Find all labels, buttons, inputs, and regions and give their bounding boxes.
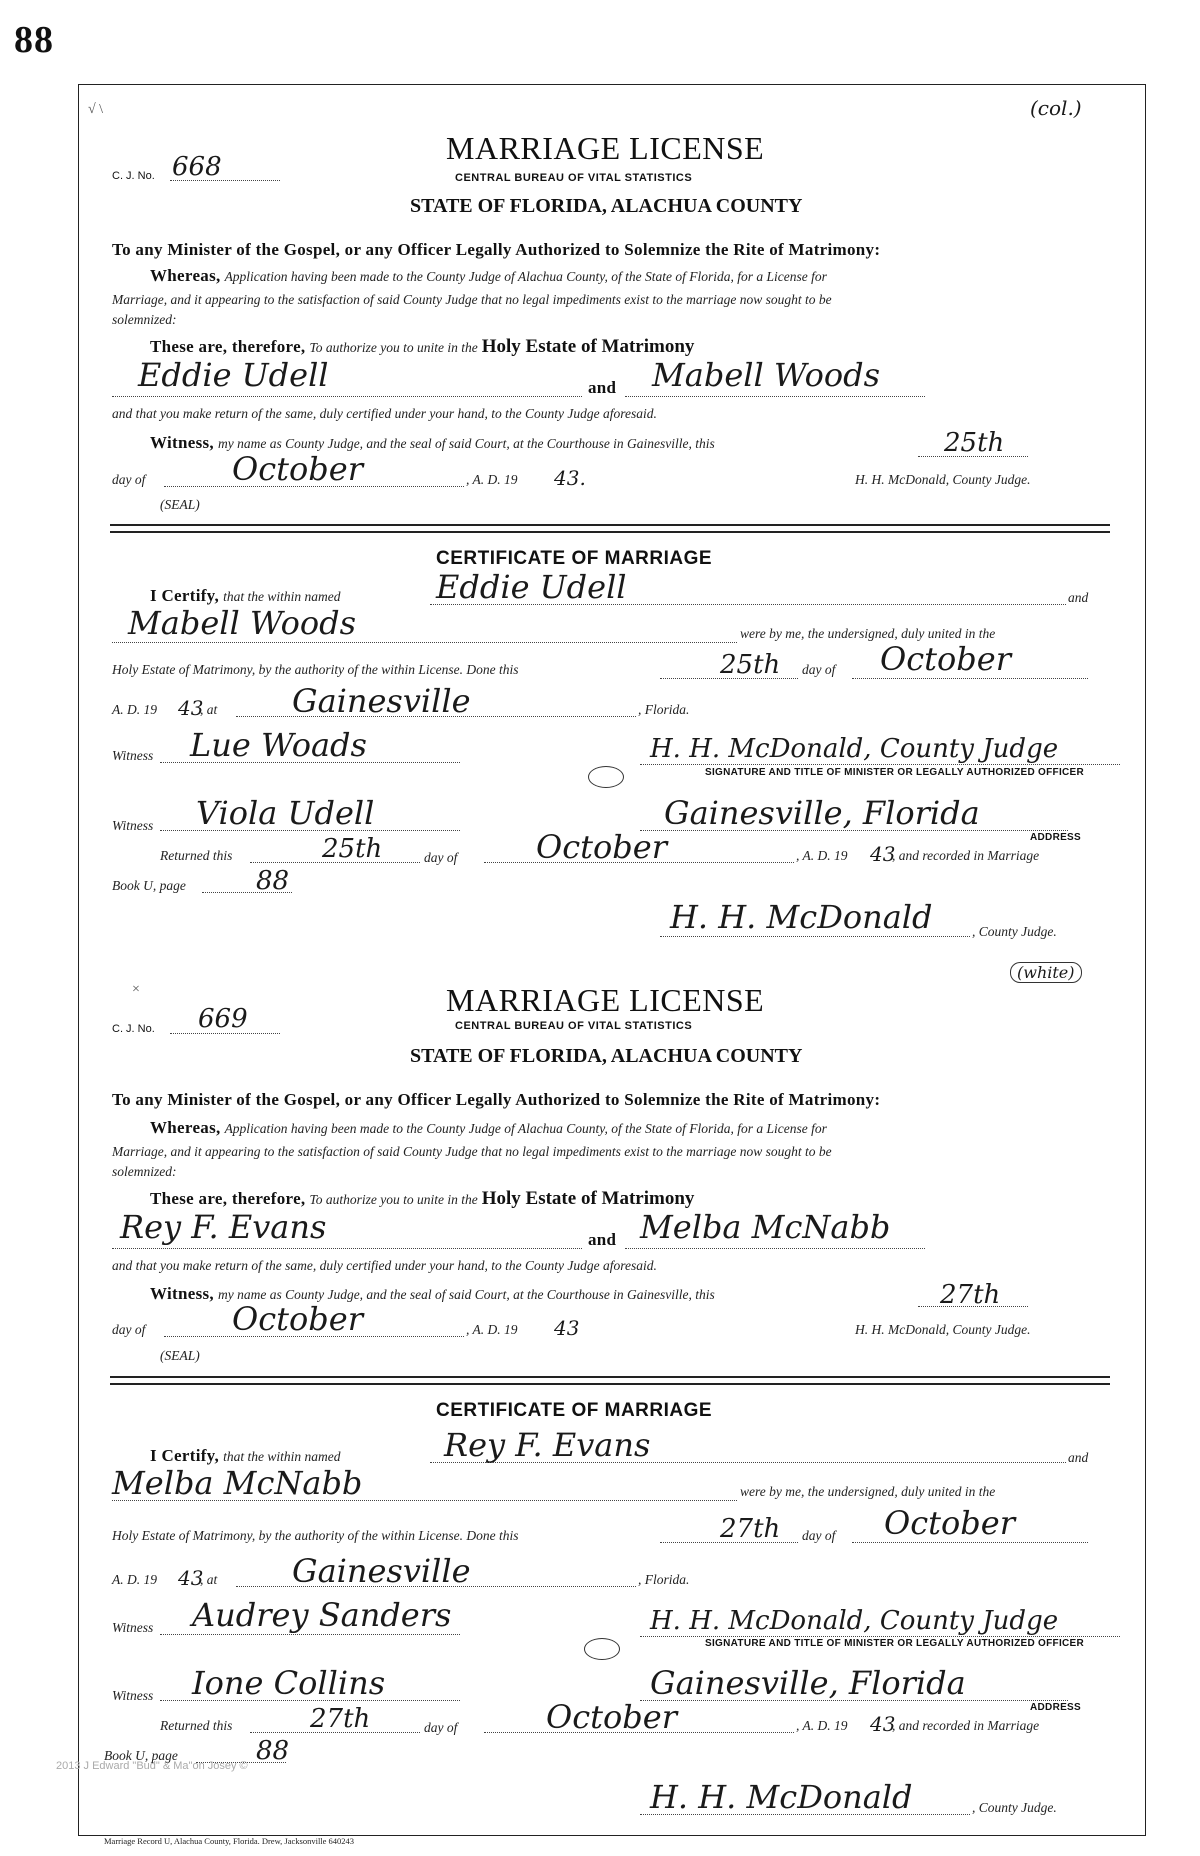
returned-month: October — [546, 1698, 677, 1736]
witness-2-name: Ione Collins — [192, 1664, 386, 1702]
cert-bride-name: Melba McNabb — [112, 1464, 363, 1502]
witness-label-1: Witness — [112, 1620, 154, 1635]
state-county: STATE OF FLORIDA, ALACHUA COUNTY — [410, 1045, 803, 1067]
corner-check-mark: × — [132, 982, 140, 997]
done-year: 43 — [178, 1566, 204, 1590]
book-page: 88 — [256, 866, 290, 896]
done-day: 27th — [720, 1514, 781, 1544]
marriage-place: Gainesville — [292, 1552, 471, 1590]
day-of-label-2: day of — [802, 1528, 836, 1543]
address-caption: ADDRESS — [1030, 832, 1081, 843]
witness-text: my name as County Judge, and the seal of said Court, at the Courthouse in Gainesville, this — [217, 1287, 715, 1302]
page-number: 88 — [14, 19, 54, 61]
judge-printed: H. H. McDonald, County Judge. — [855, 472, 1031, 487]
witness-label-2: Witness — [112, 1688, 154, 1703]
address-caption: ADDRESS — [1030, 1702, 1081, 1713]
whereas-text-3: solemnized: — [112, 1164, 177, 1179]
these-are-line — [150, 336, 694, 358]
officer-address: Gainesville, Florida — [650, 1664, 966, 1702]
corner-check-mark: √ \ — [88, 102, 104, 117]
done-day: 25th — [720, 650, 781, 680]
these-text: To authorize you to unite in the — [309, 340, 478, 355]
cert-groom-name: Rey F. Evans — [444, 1426, 651, 1464]
witness-word: Witness, — [150, 1284, 214, 1303]
whereas-word: Whereas, — [150, 266, 221, 285]
returned-day: 25th — [322, 834, 383, 864]
certify-text: that the within named — [223, 589, 341, 604]
witness-2-name: Viola Udell — [196, 794, 375, 832]
ad-label-2: A. D. 19 — [112, 702, 157, 717]
book-label: Book U, page — [104, 1748, 178, 1763]
license-day: 27th — [940, 1280, 1001, 1310]
certify-text: that the within named — [223, 1449, 341, 1464]
witness-label-1: Witness — [112, 748, 154, 763]
judge-signature: H. H. McDonald — [670, 898, 933, 936]
certificate-title: CERTIFICATE OF MARRIAGE — [436, 548, 713, 569]
day-of-label: day of — [112, 472, 146, 487]
certificate-title: CERTIFICATE OF MARRIAGE — [436, 1400, 713, 1421]
whereas-word: Whereas, — [150, 1118, 221, 1137]
corner-note: (white) — [1010, 962, 1082, 983]
ad-label-3: , A. D. 19 — [796, 1718, 848, 1733]
officer-address: Gainesville, Florida — [664, 794, 980, 832]
cj-label: C. J. No. — [112, 170, 155, 182]
county-judge-label: , County Judge. — [972, 924, 1057, 939]
witness-1-name: Audrey Sanders — [192, 1596, 452, 1634]
whereas-text-3: solemnized: — [112, 312, 177, 327]
recorded-text: , and recorded in Marriage — [892, 1718, 1040, 1733]
these-word: These are, therefore, — [150, 337, 306, 356]
were-text: were by me, the undersigned, duly united in the — [740, 626, 996, 641]
returned-year: 43 — [870, 1712, 896, 1736]
whereas-line-1 — [150, 266, 827, 286]
day-of-label-3: day of — [424, 1720, 458, 1735]
certify-word: I Certify, — [150, 586, 220, 605]
judge-printed: H. H. McDonald, County Judge. — [855, 1322, 1031, 1337]
seal-label: (SEAL) — [160, 1348, 200, 1363]
license-subtitle: CENTRAL BUREAU OF VITAL STATISTICS — [455, 172, 693, 184]
day-of-label: day of — [112, 1322, 146, 1337]
bride-name: Mabell Woods — [652, 356, 881, 394]
cert-and: and — [1068, 590, 1089, 605]
witness-label-2: Witness — [112, 818, 154, 833]
holy-estate-text: Holy Estate of Matrimony, by the authority of the within License. Done this — [112, 662, 519, 677]
to-any-minister: To any Minister of the Gospel, or any Officer Legally Authorized to Solemnize the Rite of Matrimony: — [112, 240, 881, 259]
marriage-place: Gainesville — [292, 682, 471, 720]
done-year: 43 — [178, 696, 204, 720]
and-word: and — [588, 1230, 617, 1249]
bride-name: Melba McNabb — [640, 1208, 891, 1246]
these-are-line — [150, 1188, 694, 1210]
returned-month: October — [536, 828, 667, 866]
certify-line — [150, 586, 340, 606]
signature-caption: SIGNATURE AND TITLE OF MINISTER OR LEGALLY AUTHORIZED OFFICER — [705, 767, 1085, 778]
signature-caption: SIGNATURE AND TITLE OF MINISTER OR LEGALLY AUTHORIZED OFFICER — [705, 1638, 1085, 1649]
returned-label: Returned this — [160, 1718, 233, 1733]
officer-signature: H. H. McDonald, County Judge — [650, 734, 1059, 764]
holy-estate-text: Holy Estate of Matrimony, by the authority of the within License. Done this — [112, 1528, 519, 1543]
license-title: MARRIAGE LICENSE — [446, 982, 765, 1018]
return-text: and that you make return of the same, duly certified under your hand, to the County Judge aforesaid. — [112, 1258, 657, 1273]
whereas-text-1: Application having been made to the County Judge of Alachua County, of the State of Florida, for a License for — [224, 1121, 827, 1136]
witness-text: my name as County Judge, and the seal of said Court, at the Courthouse in Gainesville, this — [217, 436, 715, 451]
done-month: October — [884, 1504, 1015, 1542]
returned-day: 27th — [310, 1704, 371, 1734]
these-word: These are, therefore, — [150, 1189, 306, 1208]
copyright-watermark: 2013 J Edward "Bud" & Ma"on Josey © — [56, 1760, 248, 1772]
license-year: 43. — [554, 466, 586, 490]
ad-prefix: , A. D. 19 — [466, 472, 518, 487]
license-month: October — [232, 450, 363, 488]
license-subtitle: CENTRAL BUREAU OF VITAL STATISTICS — [455, 1020, 693, 1032]
book-page: 88 — [256, 1736, 290, 1766]
these-text: To authorize you to unite in the — [309, 1192, 478, 1207]
corner-note: (col.) — [1030, 96, 1082, 120]
witness-1-name: Lue Woads — [190, 726, 367, 764]
cj-number: 668 — [172, 152, 222, 182]
returned-year: 43 — [870, 842, 896, 866]
ad-label-3: , A. D. 19 — [796, 848, 848, 863]
whereas-text-1: Application having been made to the County Judge of Alachua County, of the State of Florida, for a License for — [224, 269, 827, 284]
groom-name: Eddie Udell — [138, 356, 329, 394]
section-divider — [110, 524, 1110, 533]
and-word: and — [588, 378, 617, 397]
ad-prefix: , A. D. 19 — [466, 1322, 518, 1337]
license-month: October — [232, 1300, 363, 1338]
day-of-label-3: day of — [424, 850, 458, 865]
license-title: MARRIAGE LICENSE — [446, 130, 765, 166]
at-word: , at — [200, 702, 218, 717]
ad-label-2: A. D. 19 — [112, 1572, 157, 1587]
certify-word: I Certify, — [150, 1446, 220, 1465]
judge-signature: H. H. McDonald — [650, 1778, 913, 1816]
were-text: were by me, the undersigned, duly united in the — [740, 1484, 996, 1499]
returned-label: Returned this — [160, 848, 233, 863]
printer-footer: Marriage Record U, Alachua County, Florida. Drew, Jacksonville 640243 — [104, 1836, 355, 1846]
cj-label: C. J. No. — [112, 1023, 155, 1035]
return-text: and that you make return of the same, duly certified under your hand, to the County Judge aforesaid. — [112, 406, 657, 421]
whereas-text-2: Marriage, and it appearing to the satisfaction of said County Judge that no legal impediments exist to the marriage now sought to be — [112, 292, 832, 307]
seal-label: (SEAL) — [160, 497, 200, 512]
to-any-minister: To any Minister of the Gospel, or any Officer Legally Authorized to Solemnize the Rite of Matrimony: — [112, 1090, 881, 1109]
whereas-text-2: Marriage, and it appearing to the satisfaction of said County Judge that no legal impediments exist to the marriage now sought to be — [112, 1144, 832, 1159]
state-county: STATE OF FLORIDA, ALACHUA COUNTY — [410, 195, 803, 217]
seal-stamp-icon — [584, 1638, 620, 1660]
county-judge-label: , County Judge. — [972, 1800, 1057, 1815]
groom-name: Rey F. Evans — [120, 1208, 327, 1246]
officer-signature: H. H. McDonald, County Judge — [650, 1606, 1059, 1636]
cert-groom-name: Eddie Udell — [436, 568, 627, 606]
florida-word: , Florida. — [638, 1572, 690, 1587]
holy-estate: Holy Estate of Matrimony — [481, 336, 695, 357]
whereas-line-1 — [150, 1118, 827, 1138]
certify-line — [150, 1446, 340, 1466]
book-label: Book U, page — [112, 878, 186, 893]
florida-word: , Florida. — [638, 702, 690, 717]
seal-stamp-icon — [588, 766, 624, 788]
cert-and: and — [1068, 1450, 1089, 1465]
done-month: October — [880, 640, 1011, 678]
license-day: 25th — [944, 428, 1005, 458]
cj-number: 669 — [198, 1004, 248, 1034]
holy-estate: Holy Estate of Matrimony — [481, 1188, 695, 1209]
recorded-text: , and recorded in Marriage — [892, 848, 1040, 863]
section-divider — [110, 1376, 1110, 1385]
at-word: , at — [200, 1572, 218, 1587]
license-year: 43 — [554, 1316, 580, 1340]
witness-word: Witness, — [150, 433, 214, 452]
cert-bride-name: Mabell Woods — [128, 604, 357, 642]
day-of-label-2: day of — [802, 662, 836, 677]
